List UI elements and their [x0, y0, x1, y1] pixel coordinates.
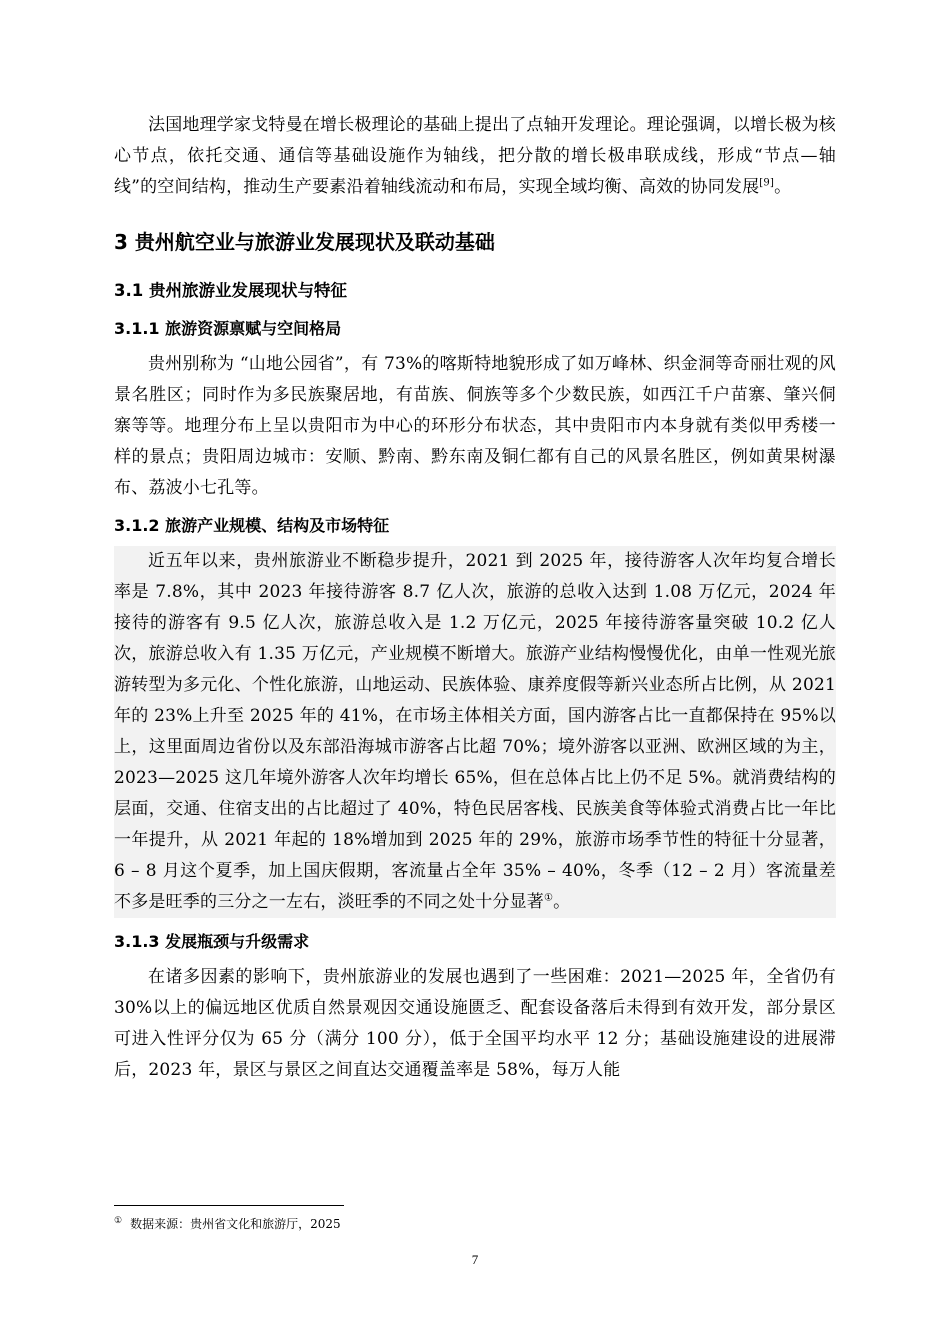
citation-ref: [9] — [759, 177, 775, 189]
footnote-separator — [114, 1205, 344, 1206]
paragraph-text: 近五年以来，贵州旅游业不断稳步提升，2021 到 2025 年，接待游客人次年均复合增长率是 7.8%，其中 2023 年接待游客 8.7 亿人次，旅游的总收入达到 1.08 万亿元，2024 年接待的游客有 9.5 亿人次，旅游总收入是 1.2 万亿元，2025 年接待游客量突破 10.2 亿人次，旅游总收入有 1.35 万亿元，产业规模不断增大。旅游产业结构慢慢优化，由单一性观光旅游转型为多元化、个性化旅游，山地运动、民族体验、康养度假等新兴业态所占比例，从 2021 年的 23%上升至 2025 年的 41%，在市场主体相关方面，国内游客占比一直都保持在 95%以上，这里面周边省份以及东部沿海城市游客占比超 70%；境外游客以亚洲、欧洲区域的为主，2023—2025 这几年境外游客人次年均增长 65%，但在总体占比上仍不足 5%。就消费结构的层面，交通、住宿支出的占比超过了 40%，特色民居客栈、民族美食等体验式消费占比一年比一年提升，从 2021 年起的 18%增加到 2025 年的 29%，旅游市场季节性的特征十分显著，6 – 8 月这个夏季，加上国庆假期，客流量占全年 35% – 40%，冬季（12 – 2 月）客流量差不多是旺季的三分之一左右，淡旺季的不同之处十分显著 — [114, 551, 836, 912]
footnote-ref: ① — [544, 892, 554, 904]
paragraph-end: 。 — [553, 892, 571, 912]
page-number: 7 — [471, 1252, 479, 1267]
paragraph-text: 法国地理学家戈特曼在增长极理论的基础上提出了点轴开发理论。理论强调，以增长极为核心节点，依托交通、通信等基础设施作为轴线，把分散的增长极串联成线，形成“节点—轴线”的空间结构，推动生产要素沿着轴线流动和布局，实现全域均衡、高效的协同发展 — [114, 115, 836, 197]
paragraph-bottlenecks: 在诸多因素的影响下，贵州旅游业的发展也遇到了一些困难：2021—2025 年，全省仍有 30%以上的偏远地区优质自然景观因交通设施匮乏、配套设备落后未得到有效开发，部分景区可进入性评分仅为 65 分（满分 100 分），低于全国平均水平 12 分；基础设施建设的进展滞后，2023 年，景区与景区之间直达交通覆盖率是 58%，每万人能 — [114, 967, 836, 1080]
section-heading-3-1-3: 3.1.3 发展瓶颈与升级需求 — [114, 932, 310, 951]
paragraph-growth-pole-theory — [114, 110, 836, 203]
page-body — [114, 110, 836, 1086]
section-heading-3-1-1: 3.1.1 旅游资源禀赋与空间格局 — [114, 319, 342, 338]
footnote-text: 数据来源：贵州省文化和旅游厅，2025 — [130, 1217, 341, 1231]
section-heading-3: 3 贵州航空业与旅游业发展现状及联动基础 — [114, 230, 495, 254]
footnote-mark: ① — [114, 1216, 123, 1226]
paragraph-tourism-scale — [114, 546, 836, 918]
paragraph-end: 。 — [774, 177, 792, 197]
footnote — [114, 1213, 341, 1232]
paragraph-tourism-resources: 贵州别称为 “山地公园省”，有 73%的喀斯特地貌形成了如万峰林、织金洞等奇丽壮观的风景名胜区；同时作为多民族聚居地，有苗族、侗族等多个少数民族，如西江千户苗寨、肇兴侗寨等等。地理分布上呈以贵阳市为中心的环形分布状态，其中贵阳市内本身就有类似甲秀楼一样的景点；贵阳周边城市：安顺、黔南、黔东南及铜仁都有自己的风景名胜区，例如黄果树瀑布、荔波小七孔等。 — [114, 354, 836, 498]
section-heading-3-1-2: 3.1.2 旅游产业规模、结构及市场特征 — [114, 516, 390, 535]
section-heading-3-1: 3.1 贵州旅游业发展现状与特征 — [114, 281, 347, 300]
